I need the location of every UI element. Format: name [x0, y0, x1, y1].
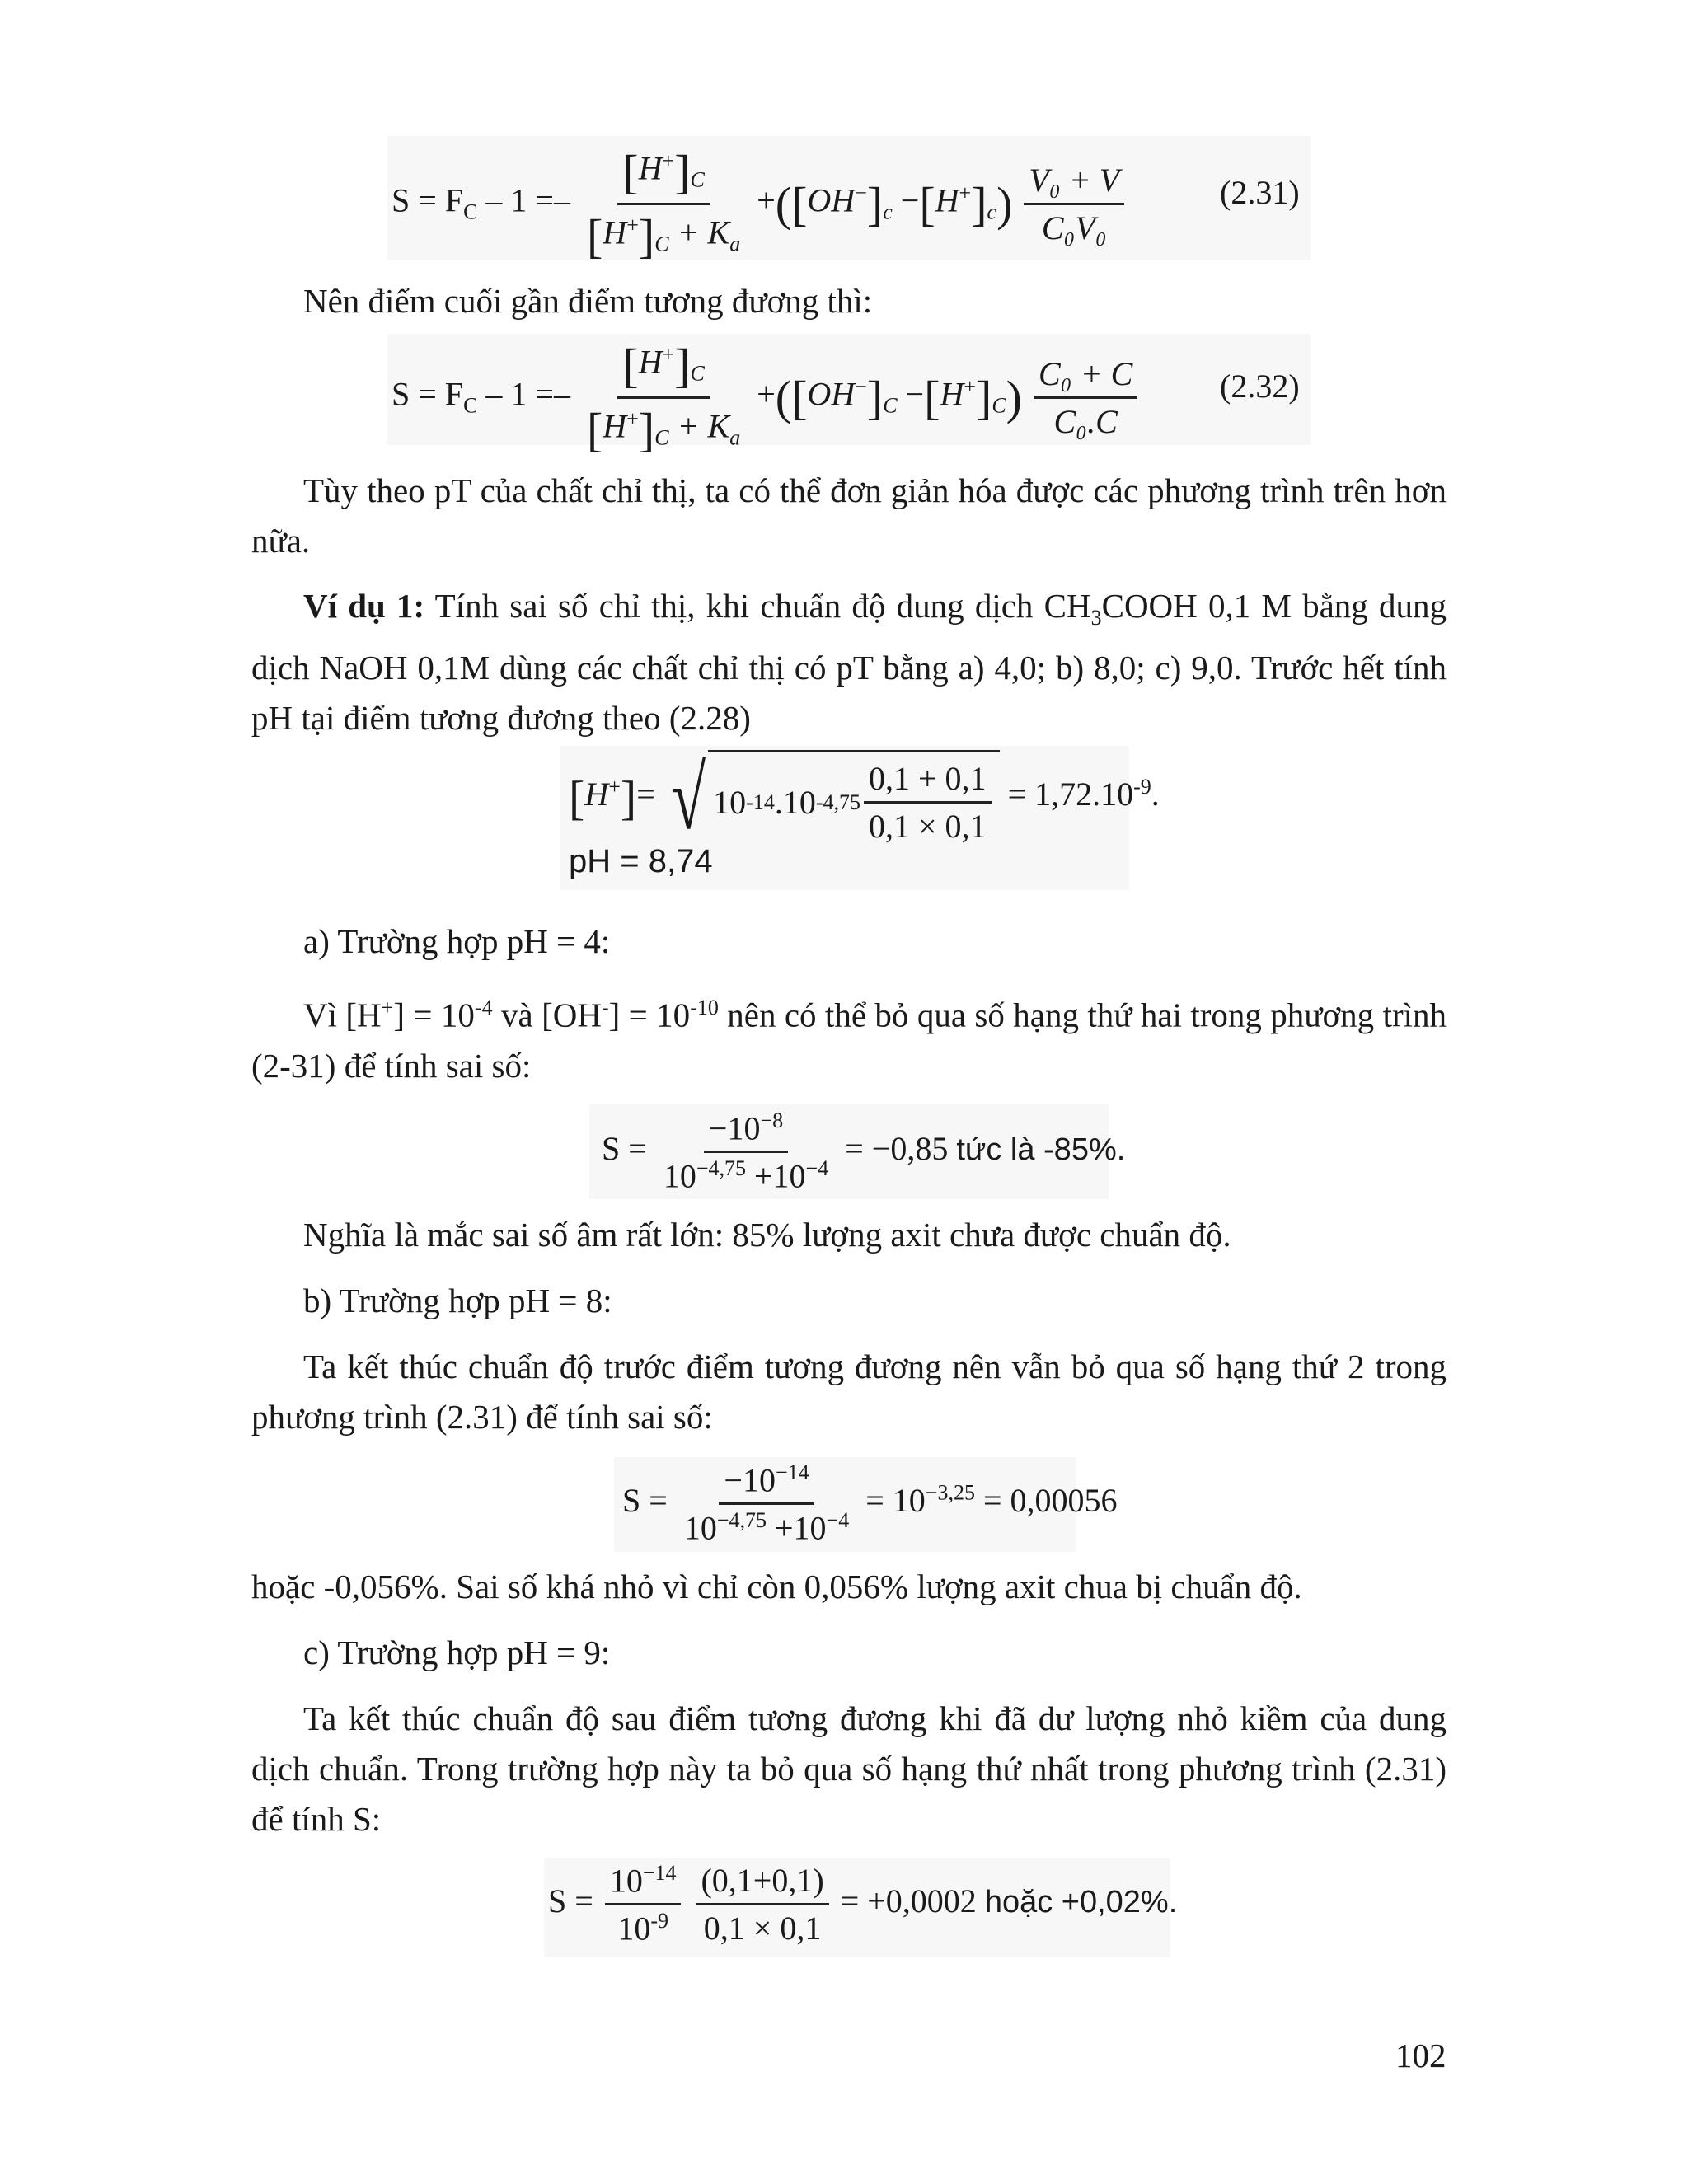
equation-2-31-fraction-2: $\frac{\text{V₀ + V}}{\text{C₀V₀}}$: [1024, 161, 1124, 247]
page-number: 102: [1395, 2036, 1447, 2074]
paragraph-case-c-explanation: Ta kết thúc chuẩn độ sau điểm tương đương khi đã dư lượng nhỏ kiềm của dung dịch chuẩn. Trong trường hợp này ta bỏ qua số hạng thứ nhất trong phương trình (2.31) để tính S:: [251, 1699, 1447, 1838]
case-a-heading: a) Trường hợp pH = 4:: [303, 922, 611, 960]
paragraph-example-1: Ví dụ 1: Tính sai số chỉ thị, khi chuẩn độ dung dịch $CH_3COOH$ 0,1 M bằng dung dịch NaOH 0,1M dùng các chất chỉ thị có pT bằng a) 4,0; b) 8,0; c) 9,0. Trước hết tính pH tại điểm tương đương theo (2.28): [251, 587, 1447, 738]
paragraph-case-b-conclusion: hoặc -0,056%. Sai số khá nhỏ vì chỉ còn 0,056% lượng axit chua bị chuẩn độ.: [251, 1568, 1302, 1605]
paragraph-case-b-explanation: Ta kết thúc chuẩn độ trước điểm tương đương nên vẫn bỏ qua số hạng thứ 2 trong phương trình (2.31) để tính sai số:: [251, 1347, 1447, 1436]
hplus-equation: [H+]= √ 10 -14 .10 -4,75 $\frac{0,1 + 0,1}{0,1 \times 0,1}$ = $1,72.10^{-9}$.: [569, 748, 1160, 848]
equation-case-c: S = $\frac{10^{-14}}{10^{-9}}$ $\frac{(0,1+0,1)}{0,1 \times 0,1}$ = +0,0002 hoặc +0,02%.: [548, 1861, 1178, 1947]
case-b-heading: b) Trường hợp pH = 8:: [303, 1282, 612, 1319]
equation-2-32-fraction-1: $\frac{[H^+]_C}{[H^+]_C + K_a}$: [586, 339, 741, 457]
equation-case-a: S = $\frac{-10^{-8}}{10^{-4,75} +10^{-4}}$ = −0,85 tức là -85%.: [602, 1108, 1126, 1195]
equation-case-b: S = $\frac{-10^{-14}}{10^{-4,75} +10^{-4}}$ = $10^{-3,25} = 0,00056$: [622, 1460, 1118, 1547]
equation-2-31: $S = F_C - 1$ =– $\frac{[H^+]_C}{[H^+]_C + K_a}$ $+([OH^-]_c -[H^+]_c)$ $\frac{\text{V₀ + V}}{\text{C₀V₀}}$: [392, 144, 1128, 264]
ph-equivalence-value: pH = 8,74: [569, 843, 713, 879]
equation-number-2-31: (2.31): [1220, 174, 1300, 211]
equation-2-32-fraction-2: $\frac{\text{C₀ + C}}{\text{C₀.C}}$: [1034, 354, 1137, 441]
equation-2-31-fraction-1: $\frac{[H^+]_C}{[H^+]_C + K_a}$: [586, 145, 741, 263]
square-root: √ 10 -14 .10 -4,75 $\frac{0,1 + 0,1}{0,1 \times 0,1}$: [663, 750, 1000, 846]
equation-2-32: $S = F_C - 1$ =– $\frac{[H^+]_C}{[H^+]_C + K_a}$ $+([OH^-]_C -[H^+]_C)$ $\frac{\text{C₀ + C}}{\text{C₀.C}}$: [392, 338, 1141, 457]
paragraph-case-a-explanation: Vì $[H^+] = 10^{-4}$ và $[OH^-] = 10^{-10}$ nên có thể bỏ qua số hạng thứ hai trong phương trình (2-31) để tính sai số:: [251, 996, 1447, 1085]
case-c-heading: c) Trường hợp pH = 9:: [303, 1633, 611, 1671]
example-1-label: Ví dụ 1:: [303, 587, 425, 625]
paragraph-simplify: Tùy theo pT của chất chỉ thị, ta có thể đơn giản hóa được các phương trình trên hơn nữa.: [251, 471, 1447, 560]
paragraph-case-a-conclusion: Nghĩa là mắc sai số âm rất lớn: 85% lượng axit chưa được chuẩn độ.: [303, 1216, 1231, 1254]
paragraph-near-endpoint: Nên điểm cuối gần điểm tương đương thì:: [303, 282, 873, 320]
equation-number-2-32: (2.32): [1220, 368, 1300, 405]
